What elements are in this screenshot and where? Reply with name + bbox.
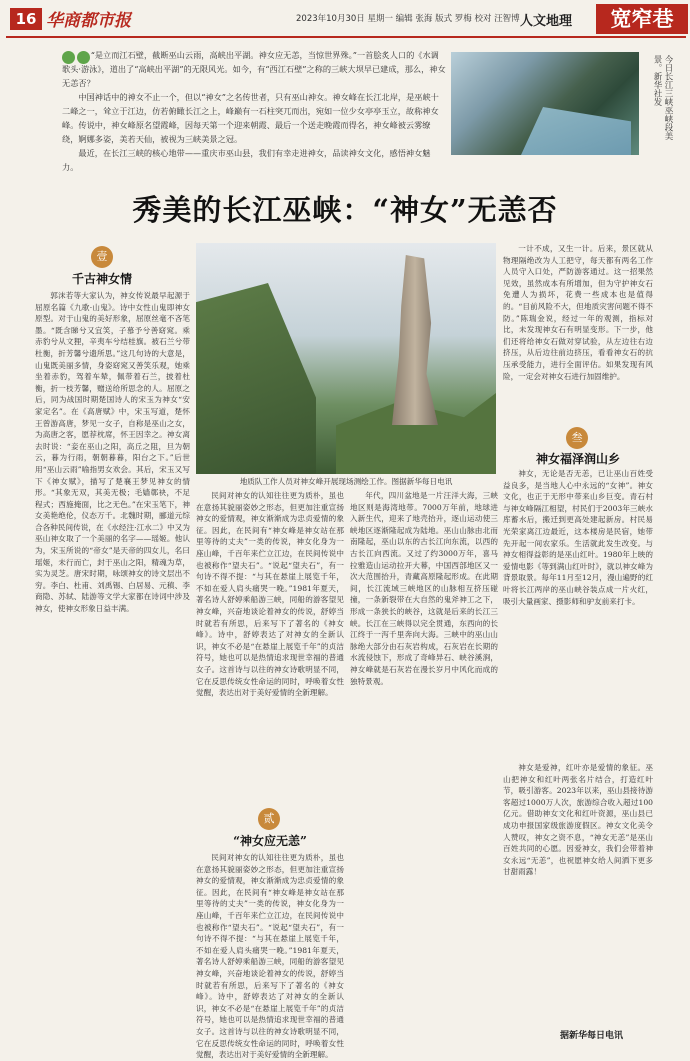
article-column: 一计不成，又生一计。后来，景区就从物理隔绝改为人工把守，每天都有两名工作人员守入口处，严防游客通过。这一招果然见效，虽然成本有所增加，但为守护神女石免遭人为损坏，花费一些成本也是值得的。“目前风险不大，但地质灾害问题不得不防。”陈瑞金说，经过一年的观测，指标对比，未发现神女石有明显变形。下一步，他们还将给神女石做对穿试验，从左边往右边挤压，从后边往前边挤压，看看神女石的抗压承受能力，进行全面评估。如果发现有风险，一定会对神女石进行加固维护。 <box>503 244 653 381</box>
page-number: 16 <box>10 8 42 30</box>
intro-paragraph: 最近，在长江三峡的核心地带——重庆市巫山县，我们有幸走进神女，品读神女文化，感悟神女魅力。 <box>62 148 431 172</box>
dateline: 2023年10月30日 星期一 编辑 张海 版式 罗梅 校对 汪智博 <box>296 14 520 24</box>
three-gorges-photo <box>451 52 639 155</box>
section-name: 人文地理 <box>520 14 573 29</box>
article-column: 民间对神女的认知往往更为质朴，虽也在意扬其貌丽姿妙之形态，但更加注重宣扬神女的爱情观，神女渐渐成为忠贞爱情的象征。因此，在民间有“神女峰是神女站在那里等待的丈夫”一类的传说，神女化身为一座山峰，千百年来伫立江边，在民间传说中也被称作“望夫石”。“说起“望夫石”，有一句诗不得不提：“与其在悬崖上展览千年，不如在爱人肩头痛哭一晚。”1981年夏天，著名诗人舒婷乘船游三峡，同船的游客望见神女峰，兴奋地谈论着神女的传说，舒婷当时就若有所思，后来写下了著名的《神女峰》。诗中，舒婷表达了对神女的全新认识，神女不必是“在悬崖上展览千年”的贞洁符号，她也可以是热情追求现世幸福的普通女子。这首诗与以往的神女诗歌明显不同，它在反思传统女性命运的同时，呼唤着女性觉醒，表达出对于美好爱情的全新理解。 <box>196 853 344 1060</box>
section-title: “神女应无恙” <box>233 834 307 848</box>
column-name: 宽窄巷 <box>596 4 688 34</box>
section-title: 神女福泽润山乡 <box>535 452 620 466</box>
article-column: 神女是爱神，红叶亦是爱情的象征。巫山把神女和红叶两张名片结合，打造红叶节，吸引游客。2023年以来，巫山县接待游客超过1000万人次，旅游综合收入超过100亿元。借助神女文化和红叶资源，巫山县已成功申报国家级旅游度假区。神女文化美令人赞叹，神女之资不息，“神女无恙”是巫山百姓共同的心愿。因爱神女，我们会带着神女永远“无恙”，也祝愿神女给人间洒下更多甘甜雨露！ <box>503 763 653 877</box>
section-title: 千古神女情 <box>71 272 132 286</box>
photo-caption-right: 今日长江三峡巫峡段美景。新华社发 <box>652 55 673 140</box>
article-column: 郭沫若等大家认为，神女传说最早起源于屈原名篇《九歌·山鬼》。诗中女性山鬼即神女原型。对于山鬼的美好形象，屈原丝毫不吝笔墨。“既含睇兮又宜笑，子慕予兮善窈窕。乘赤豹兮从文狸，辛夷车兮结桂旗。被石兰兮带杜衡，折芳馨兮遗所思。”这几句诗的大意是，山鬼既美丽多情，身姿窈窕又善笑乐观，她乘坐着赤豹，驾着车辇，佩带着石兰，披着杜衡，折一枝芳馨，赠送给所思念的人。屈原之后，同为战国时期楚国诗人的宋玉为神女“安家定名”。在《高唐赋》中，宋玉写道，楚怀王曾游高唐，梦见一女子，自称是巫山之女，为高唐之客，愿荐枕席，怀王因幸之。神女离去时说：“妾在巫山之阳，高丘之阻，旦为朝云，暮为行雨，朝朝暮暮，阳台之下。”后世用“巫山云雨”喻指男女欢会。其后，宋玉又写下《神女赋》，描写了楚襄王梦见神女的情形。“其象无双，其美无极；毛嫱鄣袂，不足程式；西施掩面，比之无色。”在宋玉笔下，神女美艳绝伦，仪态万千。北魏时期，郦道元综合各种民间传说，在《水经注·江水二》中又为巫山神女取了一个美丽的名字——瑶姬。他认为，宋玉所说的“帝女”是天帝的四女儿，名曰瑶姬，未行而亡，封于巫山之阳，精魂为草，实为灵芝。唐宋时期，咏颂神女的诗文层出不穷。李白、杜甫、刘禹锡、白居易、元稹、李商隐、苏轼、陆游等文学大家都在诗词中涉及神女，使神女形象日益丰满。 <box>35 291 190 614</box>
masthead <box>6 4 686 38</box>
article-column: 年代，四川盆地是一片汪洋大海，三峡地区则是海湾地带。7000万年前，地球进入新生代，迎来了地壳抬升，逐山运动使三峡地区逐渐隆起成为陆地。巫山山脉由北而南隆起，巫山以东的古长江向东流，以西的古长江向西流。又过了约3000万年，喜马拉雅造山运动拉开大幕，中国西部地区又一次大范围抬升，青藏高原隆起形成。在此期间，长江流域三峡地区的山脉相互挤压碰撞，一条新裂带在大自然的鬼斧神工之下，形成一条狭长的峡谷，这就是后来的长江三峡。长江在三峡得以完全贯通，东西向的长江终于一泻千里奔向大海。三峡中的巫山山脉绝大部分由石灰岩构成，石灰岩在长期的水流侵蚀下，形成了奇峰异石、峡谷溪涧，神女峰就是石灰岩在漫长岁月中风化而成的独特景观。 <box>350 491 498 686</box>
section-number-badge: 叁 <box>566 427 588 449</box>
article-column: 民间对神女的认知往往更为质朴，虽也在意扬其貌丽姿妙之形态，但更加注重宣扬神女的爱情观，神女渐渐成为忠贞爱情的象征。因此，在民间有“神女峰是神女站在那里等待的丈夫”一类的传说，神女化身为一座山峰，千百年来伫立江边，在民间传说中也被称作“望夫石”。“说起“望夫石”，有一句诗不得不提：“与其在悬崖上展览千年，不如在爱人肩头痛哭一晚。”1981年夏天，著名诗人舒婷乘船游三峡，同船的游客望见神女峰，兴奋地谈论着神女的传说，舒婷当时就若有所思，后来写下了著名的《神女峰》。诗中，舒婷表达了对神女的全新认识，神女不必是“在悬崖上展览千年”的贞洁符号，她也可以是热情追求现世幸福的普通女子。这首诗与以往的神女诗歌明显不同，它在反思传统女性命运的同时，呼唤着女性觉醒，表达出对于美好爱情的全新理解。 <box>196 491 344 698</box>
section-number-badge: 贰 <box>258 808 280 830</box>
intro-block <box>62 48 446 174</box>
intro-paragraph: “是立而江石壁，截断巫山云雨，高峡出平湖。神女应无恙，当惊世界殊。”一首脍炙人口的《水调歌头·游泳》，道出了“高峡出平湖”的无限风光。如今，有“西江石壁”之称的三峡大坝早已建成，那么，神女无恙否？ <box>62 50 446 88</box>
newspaper-logo: 华商都市报 <box>46 11 131 31</box>
intro-paragraph: 中国神话中的神女不止一个，但以“神女”之名传世者，只有巫山神女。神女峰在长江北岸，是巫峡十二峰之一，耸立于江边，仿若俯瞰长江之上，峰巅有一石柱突兀而出，宛如一位少女亭亭玉立，故称神女峰。传说中，神女峰原名望霞峰，因每天第一个迎来朝霞、最后一个送走晚霞而得名，神女峰被云雾缭绕，婀娜多姿，美若天仙，被视为三峡美景之冠。 <box>62 92 439 144</box>
section-number-badge: 壹 <box>91 246 113 268</box>
headline: 秀美的长江巫峡：“神女”无恙否 <box>132 193 558 227</box>
photo-caption: 地质队工作人员对神女峰开展现场测绘工作。图据新华每日电讯 <box>239 477 453 486</box>
source-credit: 据新华每日电讯 <box>560 1031 624 1041</box>
article-column: 神女，无论是否无恙，已让巫山百姓受益良多，是当地人心中永远的“女神”。神女文化，也正于无形中带来山乡巨变。青石村与神女峰隔江相望，村民们于2003年三峡水库蓄水后，搬迁到更高处建起新房。村民易光荣家离江边最近，这本楼房是民宿，她带先开起一间农家乐。生活就此发生改变。与神女相得益彰的是巫山红叶。1980年上映的爱情电影《等到满山红叶时》，就以神女峰为背景取景。每年11月至12月，漫山遍野的红叶将长江两岸的巫山峡谷装点成一片火红，吸引大量画家、摄影师和驴友前来打卡。 <box>503 469 653 606</box>
goddess-peak-photo <box>196 243 496 474</box>
